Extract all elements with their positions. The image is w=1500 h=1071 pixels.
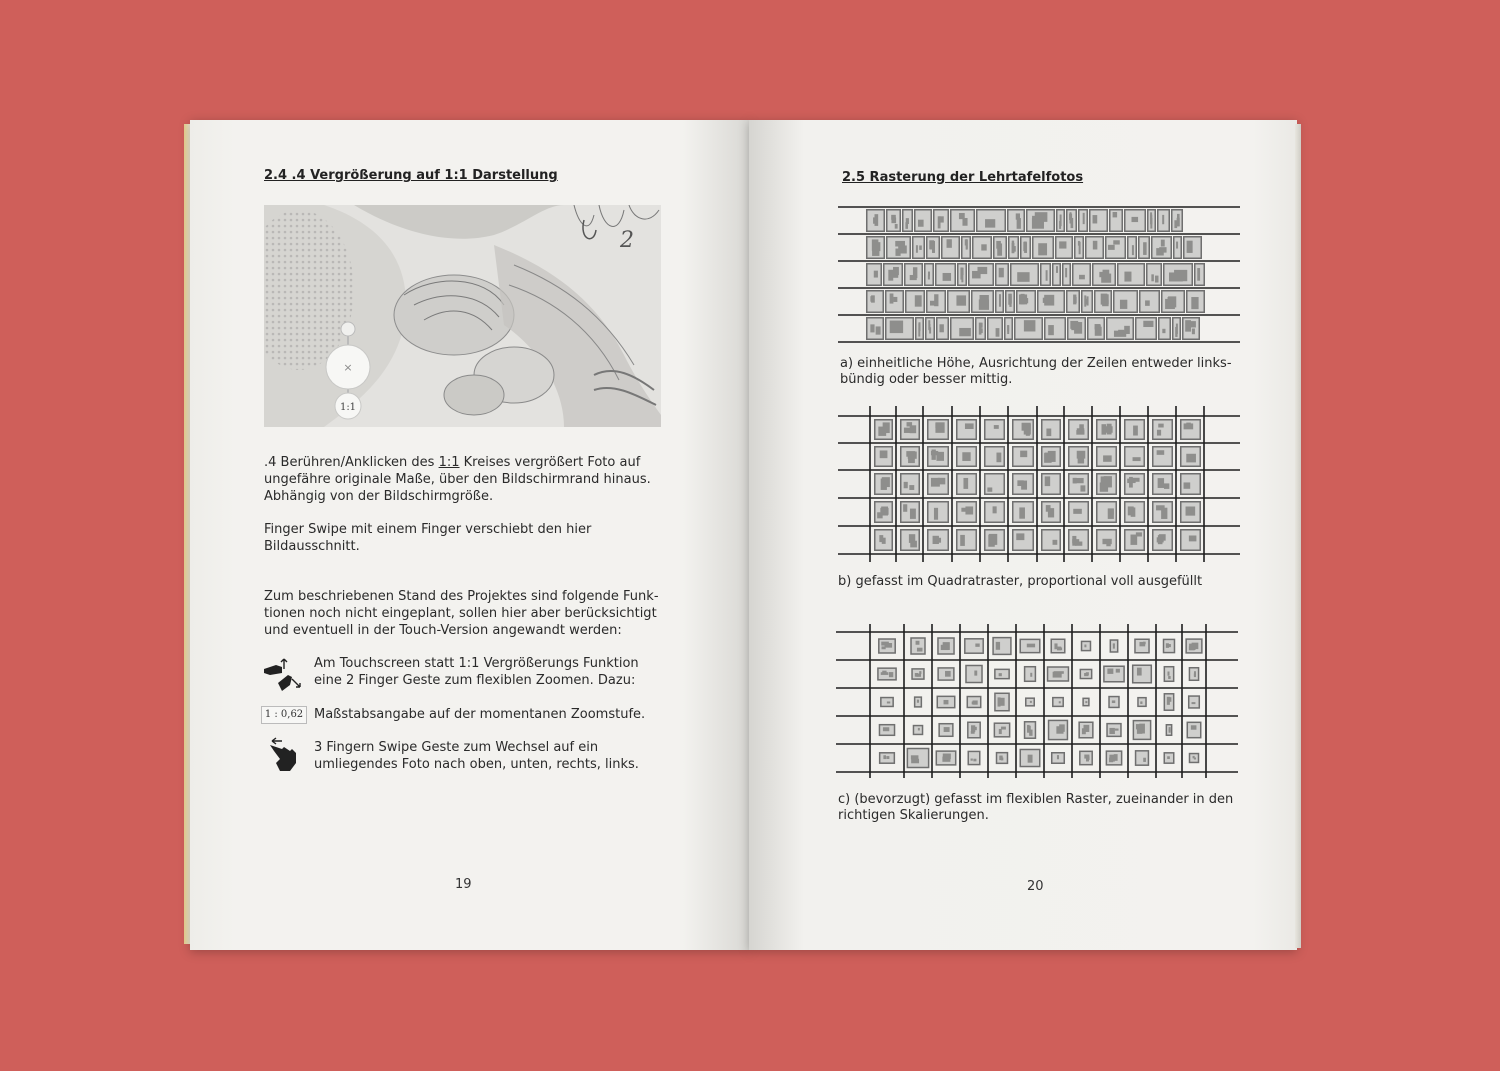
thumbnail: [933, 209, 949, 232]
thumbnail: [902, 209, 913, 232]
zoom-1-1-label[interactable]: 1:1: [339, 402, 357, 413]
thumbnail: [1127, 236, 1137, 259]
thumbnail: [1171, 209, 1183, 232]
thumbnail: [1146, 263, 1162, 286]
thumbnail: [971, 290, 994, 313]
thumbnail: [937, 696, 956, 709]
thumbnail: [936, 750, 957, 765]
thumbnail: [927, 473, 949, 495]
paragraph-finger-swipe: [264, 521, 591, 555]
thumbnail: [992, 637, 1011, 655]
thumbnail: [1032, 236, 1054, 259]
thumbnail: [924, 263, 934, 286]
text-line: Bildausschnitt.: [264, 539, 360, 554]
thumbnail: [950, 317, 974, 340]
thumbnail: [1081, 641, 1091, 652]
thumbnail: [1103, 665, 1125, 682]
thumbnail: [1020, 749, 1041, 768]
paragraph-planned-functions: [264, 588, 659, 639]
caption-line: richtigen Skalierungen.: [838, 808, 989, 823]
thumbnail: [1180, 473, 1201, 495]
thumbnail: [1109, 209, 1123, 232]
thumbnail: [1151, 236, 1172, 259]
thumbnail: [1087, 317, 1105, 340]
thumbnail: [1106, 750, 1123, 765]
thumbnail: [1163, 639, 1175, 654]
thumbnail: [1096, 446, 1117, 467]
thumbnail: [1066, 209, 1077, 232]
thumbnail: [1124, 529, 1145, 551]
thumbnail: [936, 317, 949, 340]
thumbnail: [911, 668, 924, 680]
thumbnail: [995, 290, 1004, 313]
thumbnail: [926, 236, 940, 259]
grid-square-raster: [838, 404, 1240, 564]
thumbnail: [874, 419, 893, 440]
thumbnail: [1124, 209, 1146, 232]
thumbnail: [907, 748, 930, 769]
thumbnail: [956, 529, 977, 551]
pinch-zoom-icon: [262, 657, 304, 693]
thumbnail: [1052, 263, 1061, 286]
thumbnail: [1092, 263, 1116, 286]
thumbnail: [994, 669, 1010, 680]
thumbnail: [1124, 446, 1145, 467]
thumbnail: [1113, 290, 1138, 313]
thumbnail: [1110, 639, 1119, 652]
thumbnail: [1004, 317, 1013, 340]
thumbnail: [913, 725, 924, 735]
thumbnail: [961, 236, 971, 259]
thumbnail: [1012, 473, 1034, 495]
text-line: 3 Fingern Swipe Geste zum Wechsel auf ein: [314, 740, 599, 755]
thumbnail: [1010, 263, 1039, 286]
text-line: Maßstabsangabe auf der momentanen Zoomstufe.: [314, 707, 646, 722]
thumbnail: [1133, 720, 1152, 740]
thumbnail: [1135, 317, 1157, 340]
thumbnail: [967, 721, 981, 738]
thumbnail: [1188, 695, 1200, 708]
thumbnail: [956, 419, 977, 440]
feature-swipe-text: [314, 739, 639, 773]
thumbnail: [956, 446, 977, 467]
feature-scale-text: [314, 706, 645, 723]
thumbnail: [1078, 209, 1088, 232]
anatomy-illustration: [264, 205, 661, 427]
thumbnail: [1012, 419, 1034, 440]
thumbnail: [984, 529, 1005, 551]
thumbnail: [984, 501, 1005, 523]
text-line: ungefähre originale Maße, über den Bildschirmrand hinaus.: [264, 472, 651, 487]
thumbnail: [1052, 697, 1064, 707]
thumbnail: [1124, 501, 1145, 523]
thumbnail: [1152, 473, 1173, 495]
thumbnail: [1066, 290, 1080, 313]
thumbnail: [1180, 446, 1201, 467]
thumbnail: [1164, 666, 1175, 682]
thumbnail: [1157, 209, 1170, 232]
thumbnail: [886, 236, 911, 259]
thumbnail: [937, 637, 955, 655]
caption-line: a) einheitliche Höhe, Ausrichtung der Zeilen entweder links-: [840, 356, 1232, 371]
thumbnail: [994, 693, 1010, 712]
thumbnail: [900, 501, 920, 523]
thumbnail: [1068, 473, 1089, 495]
thumbnail: [904, 263, 923, 286]
thumbnail: [995, 263, 1009, 286]
thumbnail: [1085, 236, 1104, 259]
thumbnail: [950, 209, 975, 232]
thumbnail: [1051, 752, 1065, 764]
thumbnail: [1020, 236, 1031, 259]
thumbnail: [1137, 697, 1147, 707]
thumbnail: [1180, 501, 1201, 523]
thumbnail: [1158, 317, 1171, 340]
thumbnail: [883, 263, 903, 286]
thumbnail: [1078, 721, 1093, 738]
caption-line: bündig oder besser mittig.: [840, 372, 1013, 387]
thumbnail: [1108, 696, 1119, 708]
thumbnail: [874, 473, 893, 495]
anatomy-drawing: [264, 205, 661, 427]
thumbnail: [1079, 751, 1093, 766]
thumbnail: [1096, 529, 1117, 551]
thumbnail: [866, 209, 885, 232]
thumbnail: [1164, 693, 1175, 711]
thumbnail: [937, 667, 954, 681]
thumbnail: [866, 236, 885, 259]
thumbnail: [976, 209, 1006, 232]
thumbnail: [1012, 501, 1034, 523]
thumbnail: [1041, 419, 1061, 440]
thumbnail: [1062, 263, 1071, 286]
thumbnail: [975, 317, 986, 340]
thumbnail: [927, 529, 949, 551]
thumbnail: [866, 317, 884, 340]
thumbnail: [1037, 290, 1065, 313]
thumbnail: [1005, 290, 1015, 313]
thumbnail: [877, 667, 897, 680]
scale-indicator: 1 : 0,62: [261, 706, 307, 724]
text-line: umliegendes Foto nach oben, unten, rechts, links.: [314, 757, 639, 772]
thumbnail: [1172, 317, 1181, 340]
thumbnail: [905, 290, 925, 313]
thumbnail: [1186, 290, 1205, 313]
text-1-1-link: 1:1: [438, 455, 460, 470]
thumbnail: [938, 723, 953, 737]
thumbnail: [956, 473, 977, 495]
thumbnail: [972, 236, 992, 259]
thumbnail: [1044, 317, 1066, 340]
thumbnail: [967, 751, 980, 766]
thumbnail: [1180, 419, 1201, 440]
thumbnail: [866, 263, 882, 286]
thumbnail: [1074, 236, 1084, 259]
text-line: Abhängig von der Bildschirmgröße.: [264, 489, 494, 504]
thumbnail: [987, 317, 1003, 340]
section-heading-2-5: 2.5 Rasterung der Lehrtafelfotos: [842, 170, 1084, 185]
thumbnail: [984, 446, 1005, 467]
thumbnail: [1138, 236, 1150, 259]
thumbnail: [1194, 263, 1205, 286]
thumbnail: [1082, 698, 1089, 707]
thumbnail: [1068, 419, 1089, 440]
text-suffix: Kreises vergrößert Foto auf: [459, 455, 641, 470]
text-line: Am Touchscreen statt 1:1 Vergrößerungs Funktion: [314, 656, 639, 671]
thumbnail: [1139, 290, 1160, 313]
thumbnail: [879, 724, 896, 736]
thumbnail: [1025, 697, 1035, 706]
thumbnail: [1040, 263, 1051, 286]
thumbnail: [1152, 529, 1173, 551]
text-line: eine 2 Finger Geste zum flexiblen Zoomen. Dazu:: [314, 673, 636, 688]
thumbnail: [910, 637, 925, 655]
thumbnail: [994, 722, 1011, 737]
thumbnail: [1026, 209, 1055, 232]
caption-line: c) (bevorzugt) gefasst im flexiblen Raster, zueinander in den: [838, 792, 1234, 807]
thumbnail: [935, 263, 956, 286]
thumbnail: [1008, 236, 1019, 259]
thumbnail: [866, 290, 884, 313]
thumbnail: [1180, 529, 1201, 551]
thumbnail: [996, 752, 1008, 764]
page-number-right: 20: [1027, 879, 1044, 894]
thumbnail: [1041, 529, 1061, 551]
thumbnail: [1041, 473, 1061, 495]
thumbnail: [926, 290, 946, 313]
thumbnail: [1105, 236, 1126, 259]
thumbnail: [900, 529, 920, 551]
thumbnail: [1166, 724, 1173, 736]
thumbnail: [1106, 317, 1134, 340]
thumbnail: [885, 317, 914, 340]
thumbnail: [874, 529, 893, 551]
thumbnail: [1094, 290, 1112, 313]
thumbnail: [1055, 236, 1073, 259]
grid-flexible-raster: [836, 622, 1238, 780]
thumbnail: [900, 473, 920, 495]
page-stack-right: [1295, 124, 1301, 948]
text-line: Zum beschriebenen Stand des Projektes sind folgende Funk-: [264, 589, 659, 604]
thumbnail: [1164, 752, 1175, 764]
thumbnail: [1068, 501, 1089, 523]
thumbnail: [1007, 209, 1025, 232]
thumbnail: [1106, 723, 1121, 737]
thumbnail: [964, 638, 984, 654]
thumbnail: [1024, 721, 1036, 739]
thumbnail: [925, 317, 935, 340]
close-symbol: ×: [343, 361, 353, 374]
thumbnail: [1124, 419, 1145, 440]
thumbnail: [1068, 529, 1089, 551]
thumbnail: [1185, 638, 1202, 653]
thumbnail: [1096, 473, 1117, 495]
thumbnail: [957, 263, 967, 286]
thumbnail: [1173, 236, 1182, 259]
caption-grid-b: [838, 574, 1202, 590]
thumbnail: [1012, 446, 1034, 467]
thumbnail: [1152, 446, 1173, 467]
thumbnail: [1089, 209, 1108, 232]
thumbnail: [879, 752, 895, 764]
thumbnail: [968, 263, 994, 286]
thumbnail: [1014, 317, 1043, 340]
thumbnail: [914, 696, 922, 707]
plate-number: 2: [620, 228, 634, 253]
page-number-left: 19: [455, 877, 472, 892]
thumbnail: [947, 290, 970, 313]
thumbnail: [1072, 263, 1091, 286]
thumbnail: [984, 419, 1005, 440]
thumbnail: [984, 473, 1005, 495]
thumbnail: [914, 209, 932, 232]
thumbnail: [880, 697, 894, 707]
thumbnail: [993, 236, 1007, 259]
thumbnail: [878, 638, 896, 653]
section-heading-2-4-4: 2.4 .4 Vergrößerung auf 1:1 Darstellung: [264, 168, 558, 183]
thumbnail: [967, 696, 982, 708]
thumbnail: [1189, 753, 1200, 763]
text-prefix: .4 Berühren/Anklicken des: [264, 455, 439, 470]
thumbnail: [1048, 720, 1068, 741]
thumbnail: [1056, 209, 1065, 232]
thumbnail: [956, 501, 977, 523]
caption-grid-a: [840, 356, 1232, 388]
thumbnail: [1134, 639, 1150, 654]
thumbnail: [1016, 290, 1036, 313]
grid-uniform-height: [838, 202, 1240, 348]
thumbnail: [900, 419, 920, 440]
text-line: und eventuell in der Touch-Version angewandt werden:: [264, 623, 622, 638]
thumbnail: [1068, 446, 1089, 467]
thumbnail: [1067, 317, 1086, 340]
thumbnail: [1117, 263, 1145, 286]
thumbnail: [1041, 501, 1061, 523]
thumbnail: [915, 317, 924, 340]
thumbnail: [1024, 666, 1036, 682]
thumbnail: [1096, 501, 1117, 523]
thumbnail: [874, 446, 893, 467]
thumbnail: [965, 665, 983, 684]
text-line: tionen noch nicht eingeplant, sollen hier aber berücksichtigt: [264, 606, 657, 621]
thumbnail: [1050, 639, 1065, 654]
thumbnail: [1152, 501, 1173, 523]
paragraph-touch-1-1: [264, 454, 651, 505]
thumbnail: [1187, 722, 1202, 739]
thumbnail: [1047, 666, 1069, 681]
feature-pinch-zoom-text: [314, 655, 639, 689]
thumbnail: [1147, 209, 1156, 232]
thumbnail: [886, 209, 901, 232]
thumbnail: [1096, 419, 1117, 440]
thumbnail: [885, 290, 904, 313]
thumbnail: [1124, 473, 1145, 495]
caption-line: b) gefasst im Quadratraster, proportional voll ausgefüllt: [838, 574, 1203, 589]
thumbnail: [1183, 236, 1202, 259]
thumbnail: [941, 236, 960, 259]
thumbnail: [1161, 290, 1185, 313]
thumbnail: [1081, 290, 1093, 313]
thumbnail: [900, 446, 920, 467]
thumbnail: [927, 501, 949, 523]
caption-grid-c: [838, 792, 1233, 824]
text-line: Finger Swipe mit einem Finger verschiebt den hier: [264, 522, 592, 537]
thumbnail: [874, 501, 893, 523]
thumbnail: [1132, 664, 1152, 683]
thumbnail: [927, 446, 949, 467]
thumbnail: [912, 236, 925, 259]
thumbnail: [1041, 446, 1061, 467]
thumbnail: [1182, 317, 1200, 340]
thumbnail: [1163, 263, 1193, 286]
thumbnail: [1135, 750, 1149, 766]
thumbnail: [1012, 529, 1034, 551]
thumbnail: [1080, 669, 1093, 680]
thumbnail: [927, 419, 949, 440]
thumbnail: [1152, 419, 1173, 440]
three-finger-swipe-icon: [268, 737, 302, 773]
thumbnail: [1189, 667, 1200, 681]
thumbnail: [1019, 639, 1040, 654]
